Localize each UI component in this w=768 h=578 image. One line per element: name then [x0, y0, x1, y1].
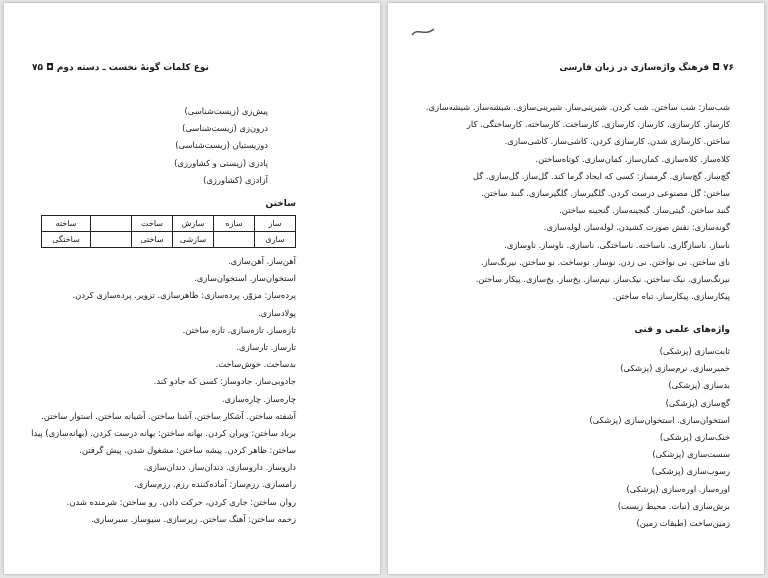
list-item: خمیرسازی. نرم‌سازی (پزشکی) — [620, 363, 730, 374]
intro-list — [174, 103, 268, 189]
text-line: ساختن: گل مصنوعی درست کردن. گلگیرساز. گلگیرسازی. گنبد ساختن. — [481, 187, 730, 198]
list-item: دوزیستیان (زیست‌شناسی) — [175, 140, 268, 151]
list-item: رسوب‌سازی (پزشکی) — [651, 466, 730, 477]
table-cell — [91, 216, 132, 232]
table-cell — [214, 232, 255, 248]
table-cell: سازه — [214, 216, 255, 232]
text-line: پیکارسازی. پیکارساز. تباه ساختن. — [612, 291, 730, 302]
section-title: واژه‌های علمی و فنی — [634, 325, 730, 335]
list-item: اوره‌ساز. اوره‌سازی (پزشکی) — [626, 483, 730, 494]
list-item: ساختن: ظاهر کردن. پیشه ساختن: مشغول شدن. پیش گرفتن. — [79, 445, 296, 456]
list-item: سست‌سازی (پزشکی) — [652, 449, 730, 460]
table-cell: سازش — [173, 216, 214, 232]
table-row — [42, 232, 296, 248]
list-item: زمین‌ساخت (طبقات زمین) — [636, 517, 730, 528]
list-item: بدسازی (پزشکی) — [668, 380, 730, 391]
list-item: روان ساختن: جاری کردن، حرکت دادن. رو ساختن: شرمنده شدن. — [66, 496, 296, 507]
list-item: پیش‌زی (زیست‌شناسی) — [184, 106, 268, 116]
table-row — [42, 216, 296, 232]
text-line: ناساز. ناسازگاری. ناساخته. ناساختگی. ناسازی. ناوساز. ناوسازی. — [504, 239, 730, 250]
table-cell: سازشی — [173, 232, 214, 248]
text-line: کلاه‌ساز. کلاه‌سازی. کمان‌ساز. کمان‌سازی. کوتاه‌ساختن. — [535, 153, 730, 164]
list-item: آشفته ساختن. آشکار ساختن. آشنا ساختن. آشیانه ساختن. استوار ساختن. — [41, 410, 296, 421]
list-item: آهن‌ساز. آهن‌سازی. — [227, 256, 296, 266]
list-item: جادوبی‌ساز. جادوساز: کسی که جادو کند. — [153, 376, 296, 387]
text-line: نای ساختن. نی نواختن. نی زدن. نوساز. نوساخت. نو ساختن. نیرنگ‌ساز. — [480, 256, 730, 267]
left-page — [4, 3, 380, 574]
right-page — [388, 3, 764, 574]
text-line: نیرنگ‌سازی. نیک ساختن. نیک‌ساز. نیم‌ساز. یخ‌ساز. یخ‌سازی. پیکار ساختن. — [475, 273, 730, 284]
list-item: پولادسازی. — [258, 307, 296, 318]
left-page-header: نوع کلمات گونهٔ نخست ـ دسته دوم ◘ ۷۵ — [32, 63, 209, 73]
list-item: درون‌زی (زیست‌شناسی) — [182, 123, 268, 134]
list-item: برباد ساختن: ویران کردن. بهانه ساختن: بهانه درست کردن. (بهانه‌سازی) پیدا — [31, 427, 296, 438]
text-line: شب‌ساز: شب ساختن. شب کردن. شیرینی‌ساز. شیرینی‌سازی. شیشه‌ساز. شیشه‌سازی. — [425, 102, 730, 112]
list-item: گچ‌سازی (پزشکی) — [665, 397, 730, 408]
table-cell: ساخته — [42, 216, 91, 232]
entries-list — [31, 253, 296, 528]
list-item: برش‌سازی (نبات. محیط زیست) — [617, 500, 730, 511]
right-page-header: ۷۶ ◘ فرهنگ واژه‌سازی در زبان فارسی — [559, 63, 734, 73]
table-cell: ساختی — [132, 232, 173, 248]
list-item: رامسازی. رزم‌ساز: آماده‌کننده رزم. رزم‌سازی. — [134, 479, 296, 490]
word-forms-table — [41, 215, 296, 248]
table-cell: ساختگی — [42, 232, 91, 248]
text-line: گونه‌سازی: نقش صورت کشیدن. لوله‌ساز. لوله‌سازی. — [543, 222, 730, 233]
list-item: پادزی (زیستی و کشاورزی) — [174, 157, 268, 168]
list-item: زخمه ساختن: آهنگ ساختن. زیرسازی. سیوساز. سیرسازی. — [90, 513, 296, 524]
list-item: استخوان‌سازی. استخوان‌سازی (پزشکی) — [589, 414, 730, 425]
text-line: گنبد ساختن. گیتی‌ساز. گنجینه‌ساز. گنجینه ساختن. — [559, 205, 730, 216]
text-line: ساختن. کارسازی شدن. کارسازی کردن. کاشی‌ساز. کاشی‌سازی. — [504, 136, 730, 147]
list-item: داروساز. داروسازی. دندان‌ساز. دندان‌سازی. — [143, 462, 296, 473]
pen-mark-icon — [410, 25, 436, 42]
list-item: چاره‌ساز. چاره‌سازی. — [221, 393, 296, 404]
list-item: خنک‌سازی (پزشکی) — [659, 431, 730, 442]
list-item: ثابت‌سازی (پزشکی) — [659, 346, 730, 356]
paragraph-lines — [426, 99, 730, 305]
table-cell: ساخت — [132, 216, 173, 232]
list-item: استخوان‌ساز. استخوان‌سازی. — [194, 273, 296, 284]
text-line: کارساز. کارسازی. کارساز. کارسازی. کارساخت. کارساخته. کارساختگی. کار — [466, 119, 730, 130]
list-item: بدساخت. خوش‌ساخت. — [215, 359, 296, 370]
list-item: پرده‌ساز: مزوّر. پرده‌سازی: ظاهرسازی. تزویر. پرده‌سازی کردن. — [72, 290, 296, 301]
section-title: ساختن — [265, 199, 296, 209]
list-item: تازه‌ساز. تازه‌سازی. تازه ساختن. — [182, 324, 296, 335]
list-item: تارساز. تارسازی. — [236, 341, 296, 352]
list-item: آزادزی (کشاورزی) — [203, 174, 268, 185]
table-cell: ساز — [255, 216, 296, 232]
table-cell — [91, 232, 132, 248]
terms-list — [589, 343, 730, 532]
text-line: گچ‌ساز. گچ‌سازی. گرمساز: کسی که ایجاد گرما کند. گل‌ساز. گل‌سازی. گل — [472, 170, 730, 181]
table-cell: سازی — [255, 232, 296, 248]
